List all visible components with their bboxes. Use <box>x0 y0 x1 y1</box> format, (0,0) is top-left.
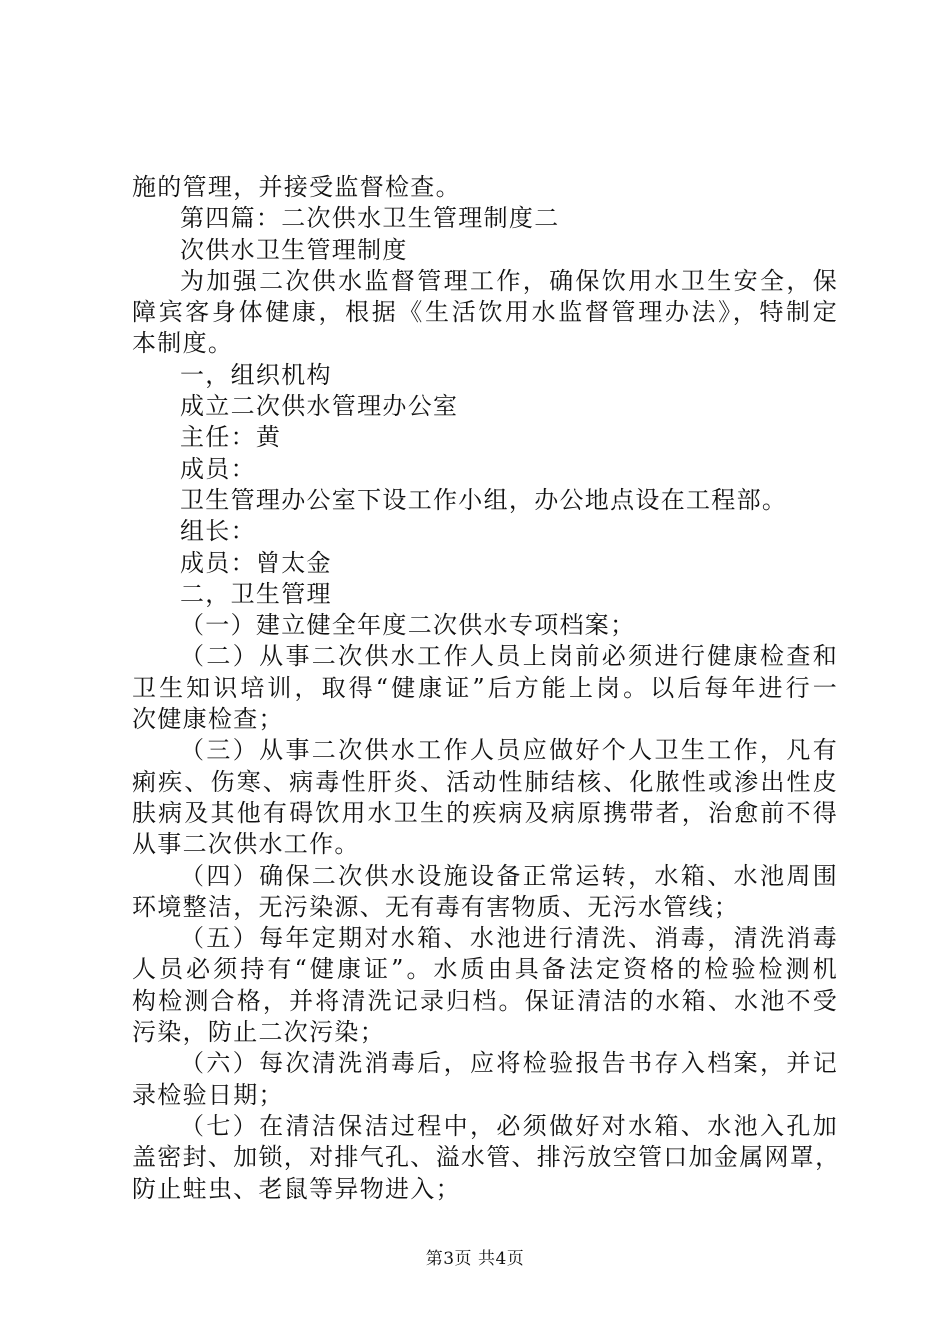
text-line: 痢疾、伤寒、病毒性肝炎、活动性肺结核、化脓性或渗出性皮 <box>132 767 838 796</box>
text-line: （一）建立健全年度二次供水专项档案； <box>180 611 636 640</box>
text-line: 施的管理，并接受监督检查。 <box>132 173 461 201</box>
text-line: 一，组织机构 <box>180 360 332 389</box>
text-line: 第四篇：二次供水卫生管理制度二 <box>180 204 560 233</box>
text-line: （七）在清洁保洁过程中，必须做好对水箱、水池入孔加 <box>180 1111 838 1140</box>
text-line: 卫生管理办公室下设工作小组，办公地点设在工程部。 <box>180 485 788 514</box>
text-line: 次健康检查； <box>132 705 284 734</box>
text-line: （五）每年定期对水箱、水池进行清洗、消毒，清洗消毒 <box>180 924 838 953</box>
text-line: 障宾客身体健康，根据《生活饮用水监督管理办法》，特制定 <box>132 298 838 327</box>
text-line: 成立二次供水管理办公室 <box>180 392 459 421</box>
text-line: 从事二次供水工作。 <box>132 830 360 859</box>
text-line: 次供水卫生管理制度 <box>180 235 408 264</box>
text-line: （四）确保二次供水设施设备正常运转，水箱、水池周围 <box>180 861 838 890</box>
text-line: 二，卫生管理 <box>180 579 332 608</box>
text-line: 盖密封、加锁，对排气孔、溢水管、排污放空管口加金属网罩， <box>132 1143 841 1172</box>
text-line: 污染，防止二次污染； <box>132 1018 385 1047</box>
text-line: 主任：黄 <box>180 423 282 452</box>
text-line: 成员： <box>180 454 256 483</box>
text-line: 防止蛀虫、老鼠等异物进入； <box>132 1174 461 1203</box>
text-line: （六）每次清洗消毒后，应将检验报告书存入档案，并记 <box>180 1049 838 1078</box>
text-line: 成员：曾太金 <box>180 548 332 577</box>
text-line: 人员必须持有“健康证”。水质由具备法定资格的检验检测机 <box>132 955 838 984</box>
text-line: 录检验日期； <box>132 1080 284 1109</box>
text-line: （三）从事二次供水工作人员应做好个人卫生工作，凡有 <box>180 736 838 765</box>
document-body <box>132 172 841 1205</box>
text-line: 本制度。 <box>132 329 234 358</box>
text-line: 为加强二次供水监督管理工作，确保饮用水卫生安全，保 <box>180 266 838 295</box>
text-line: 环境整洁，无污染源、无有毒有害物质、无污水管线； <box>132 892 740 921</box>
page-footer: 第3页 共4页 <box>425 1249 525 1269</box>
text-line: 组长： <box>180 517 256 546</box>
text-line: 肤病及其他有碍饮用水卫生的疾病及病原携带者，治愈前不得 <box>132 798 838 827</box>
text-line: （二）从事二次供水工作人员上岗前必须进行健康检查和 <box>180 642 838 671</box>
text-line: 卫生知识培训，取得“健康证”后方能上岗。以后每年进行一 <box>132 673 838 702</box>
text-line: 构检测合格，并将清洗记录归档。保证清洁的水箱、水池不受 <box>132 986 838 1015</box>
